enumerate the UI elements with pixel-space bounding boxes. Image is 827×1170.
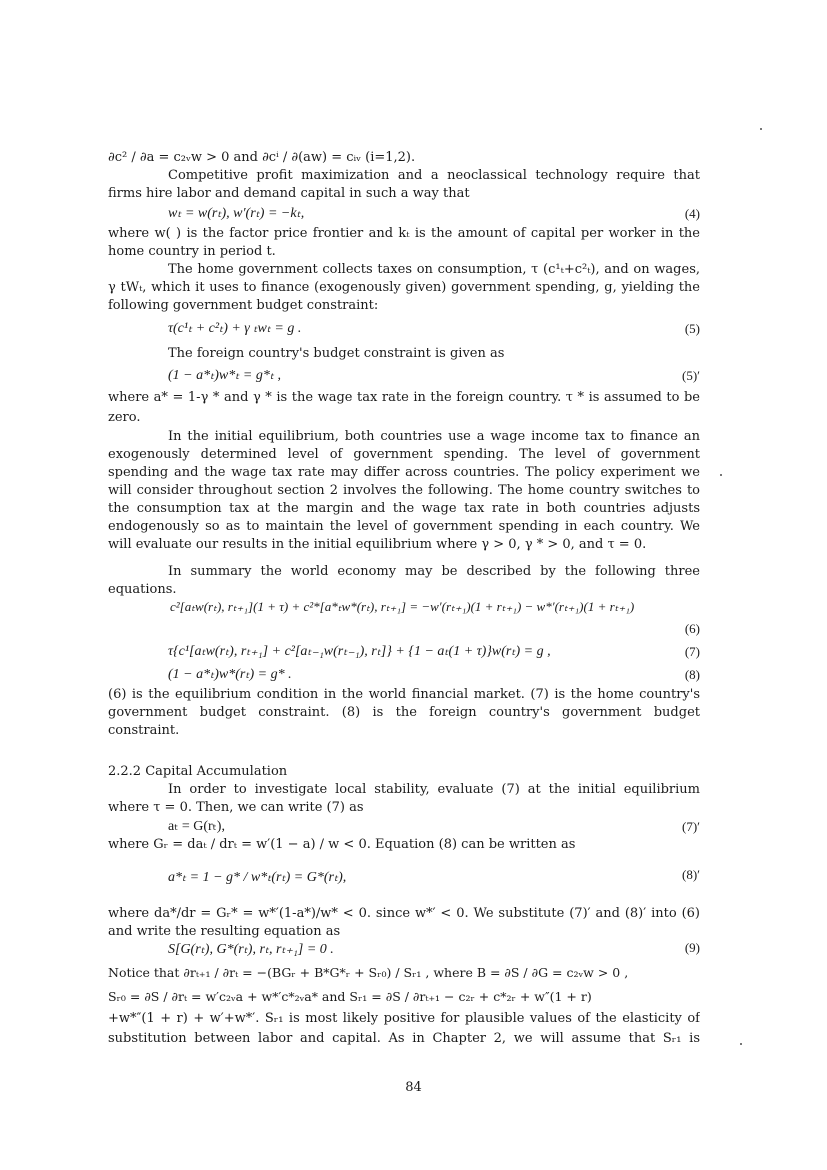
text-line: substitution between labor and capital. As in Chapter 2, we will assume that Sᵣ₁ is [108, 1031, 700, 1046]
equation: S[G(rₜ), G*(rₜ), rₜ, rₜ₊₁] = 0 . [168, 942, 334, 957]
equation: aₜ = G(rₜ), [168, 819, 225, 834]
text-line: +w*″(1 + r) + w′+w*′. Sᵣ₁ is most likely positive for plausible values of the elasticity of [108, 1011, 700, 1026]
equation: a*ₜ = 1 − g* / w*ₜ(rₜ) = G*(rₜ), [168, 870, 347, 885]
text-line: where τ = 0. Then, we can write (7) as [108, 800, 364, 815]
text-line: and write the resulting equation as [108, 924, 341, 939]
text-line: following government budget constraint: [108, 298, 379, 313]
text-line: where Gᵣ = daₜ / drₜ = w′(1 − a) / w < 0. Equation (8) can be written as [108, 837, 576, 852]
text-line: will consider throughout section 2 involves the following. The home country switches to [108, 483, 700, 498]
equation-number: (9) [684, 940, 700, 955]
text-line: In the initial equilibrium, both countries use a wage income tax to finance an [168, 429, 700, 444]
text-line: spending and the wage tax rate may differ across countries. The policy experiment we [108, 465, 700, 480]
text-line: where w( ) is the factor price frontier and kₜ is the amount of capital per worker in the [108, 226, 700, 241]
text-line: endogenously so as to maintain the level of government spending in each country. We [108, 519, 700, 534]
text-line: Sᵣ₀ = ∂S / ∂rₜ = w′c₂ᵥa + w*′c*₂ᵥa* and Sᵣ₁ = ∂S / ∂rₜ₊₁ − c₂ᵣ + c*₂ᵣ + w″(1 + r) [108, 989, 592, 1004]
text-line: Notice that ∂rₜ₊₁ / ∂rₜ = −(BGᵣ + B*G*ᵣ + Sᵣ₀) / Sᵣ₁ , where B = ∂S / ∂G = c₂ᵥw > 0 , [108, 965, 629, 980]
equation: c²[aₜw(rₜ), rₜ₊₁](1 + τ) + c²*[a*ₜw*(rₜ), rₜ₊₁] = −w′(rₜ₊₁)(1 + rₜ₊₁) − w*′(rₜ₊₁)(1 + rₜ₊₁) [170, 599, 635, 614]
text-line: where da*/dr = Gᵣ* = w*′(1-a*)/w* < 0. since w*′ < 0. We substitute (7)′ and (8)′ into (6) [108, 906, 700, 921]
text-line: ∂c² / ∂a = c₂ᵥw > 0 and ∂cⁱ / ∂(aw) = cᵢᵥ (i=1,2). [108, 150, 416, 165]
equation-number: (4) [684, 206, 700, 221]
text-line: (6) is the equilibrium condition in the world financial market. (7) is the home country's [108, 687, 700, 702]
text-line: home country in period t. [108, 244, 276, 259]
equation-number: (8) [684, 667, 700, 682]
equation: wₜ = w(rₜ), w′(rₜ) = −kₜ, [168, 206, 305, 221]
text-line: equations. [108, 582, 177, 597]
equation: τ{c¹[aₜw(rₜ), rₜ₊₁] + c²[aₜ₋₁w(rₜ₋₁), rₜ]} + {1 − aₜ(1 + τ)}w(rₜ) = g , [168, 644, 551, 659]
text-line: firms hire labor and demand capital in such a way that [108, 186, 470, 201]
text-line: exogenously determined level of government spending. The level of government [108, 447, 700, 462]
equation-number: (7) [684, 644, 700, 659]
scan-speck [760, 128, 762, 130]
text-line: constraint. [108, 723, 180, 738]
equation-number: (6) [684, 621, 700, 636]
scan-speck [740, 1043, 742, 1045]
scan-speck [720, 474, 722, 476]
equation: (1 − a*ₜ)w*(rₜ) = g* . [168, 667, 292, 682]
text-line: In order to investigate local stability, evaluate (7) at the initial equilibrium [168, 782, 700, 797]
text-line: Competitive profit maximization and a neoclassical technology require that [168, 168, 700, 183]
text-line: γ tWₜ, which it uses to finance (exogenously given) government spending, g, yielding the [108, 280, 700, 295]
text-line: where a* = 1-γ * and γ * is the wage tax rate in the foreign country. τ * is assumed to be [108, 390, 700, 405]
text-line: zero. [108, 410, 141, 425]
equation: (1 − a*ₜ)w*ₜ = g*ₜ , [168, 368, 281, 383]
text-line: In summary the world economy may be described by the following three [168, 564, 700, 579]
text-line: will evaluate our results in the initial equilibrium where γ > 0, γ * > 0, and τ = 0. [108, 537, 647, 552]
equation-number: (5)′ [681, 368, 700, 383]
page-number: 84 [405, 1080, 422, 1095]
text-line: the consumption tax at the margin and the wage tax rate in both countries adjusts [108, 501, 700, 516]
text-line: government budget constraint. (8) is the foreign country's government budget [108, 705, 700, 720]
text-line: The foreign country's budget constraint is given as [168, 346, 505, 361]
equation-number: (7)′ [681, 819, 700, 834]
equation: τ(c¹ₜ + c²ₜ) + γ ₜwₜ = g . [168, 321, 302, 336]
text-line: The home government collects taxes on consumption, τ (c¹ₜ+c²ₜ), and on wages, [168, 262, 700, 277]
section-heading: 2.2.2 Capital Accumulation [108, 764, 288, 779]
equation-number: (8)′ [681, 867, 700, 882]
equation-number: (5) [684, 321, 700, 336]
